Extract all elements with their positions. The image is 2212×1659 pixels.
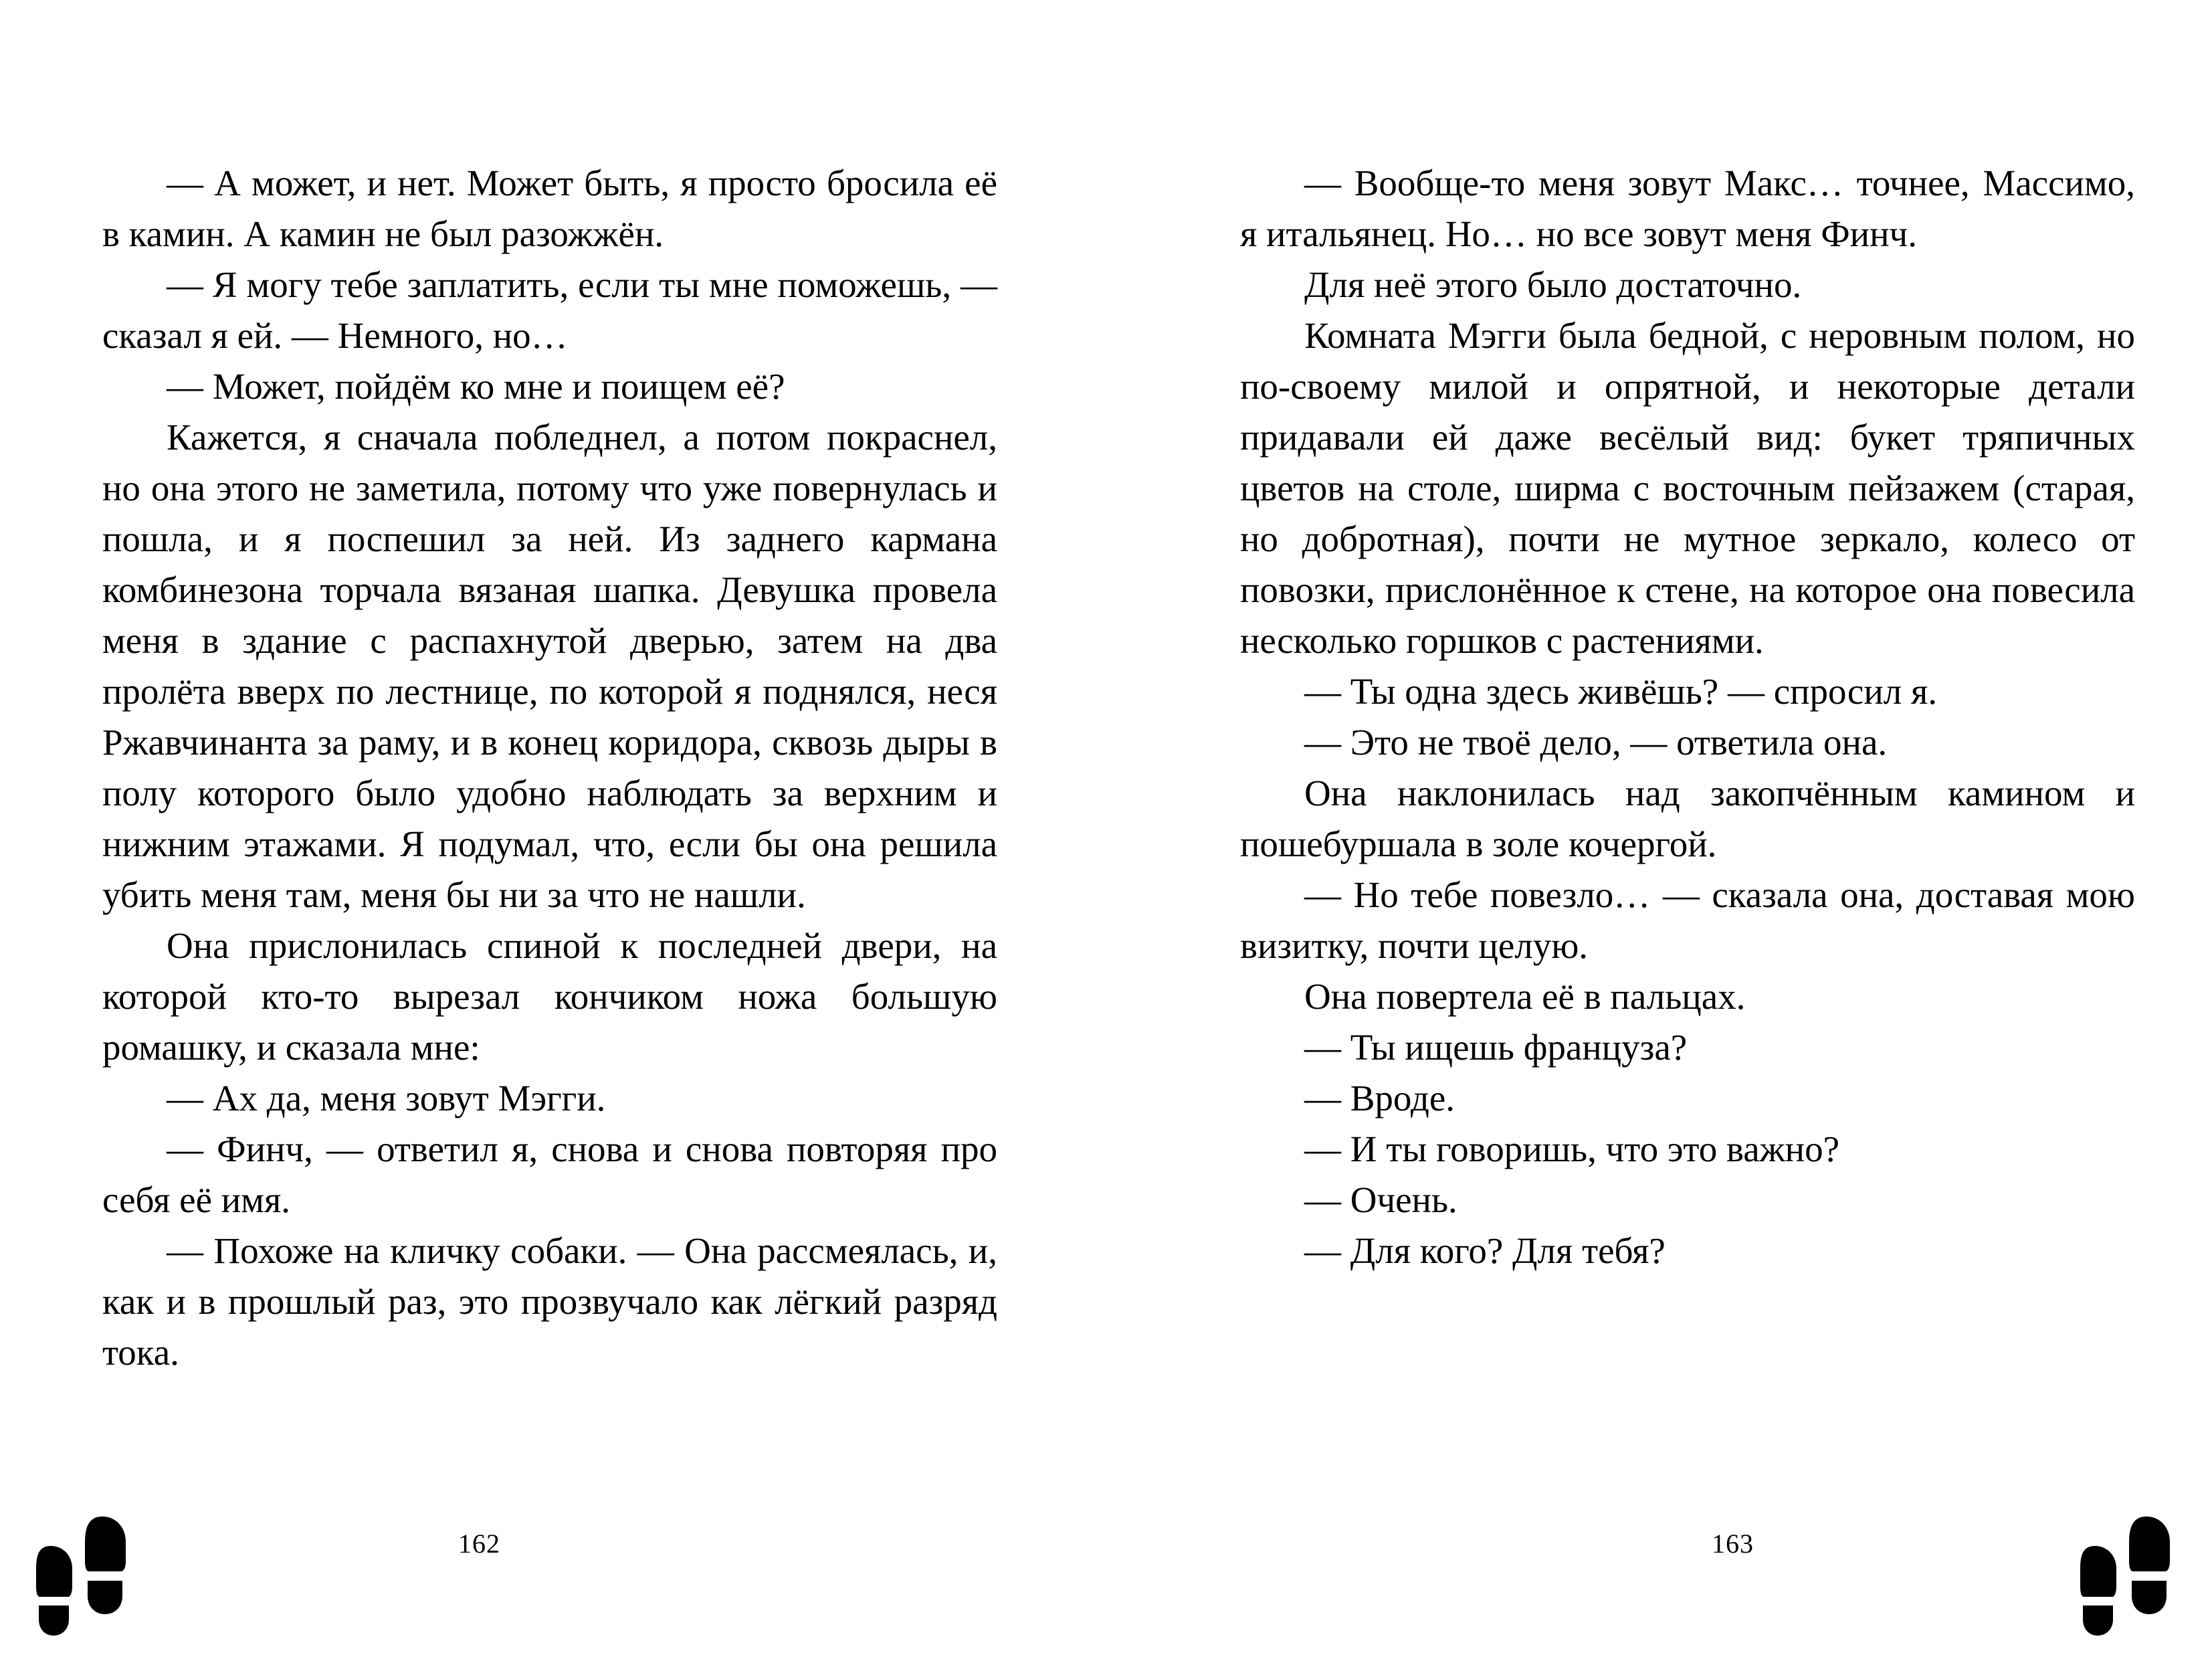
paragraph: — Вообще-то меня зовут Макс… точнее, Массимо, я итальянец. Но… но все зовут меня Финч. bbox=[1240, 163, 2135, 254]
paragraph: — Очень. bbox=[1304, 1179, 1457, 1220]
paragraph: — Похоже на кличку собаки. — Она рассмеялась, и, как и в прошлый раз, это прозвучало как лёгкий разряд тока. bbox=[102, 1230, 997, 1373]
paragraph: Кажется, я сначала побледнел, а потом покраснел, но она этого не заметила, потому что уже повернулась и пошла, и я поспешил за ней. Из заднего кармана комбинезона торчала вязаная шапка. Девушка провела меня в здание с распахнутой дверью, затем на два пролёта вверх по лестнице, по которой я поднялся, неся Ржавчинанта за раму, и в конец коридора, сквозь дыры в полу которого было удобно наблюдать за верхним и нижним этажами. Я подумал, что, если бы она решила убить меня там, меня бы ни за что не нашли. bbox=[102, 417, 997, 915]
paragraph: — Финч, — ответил я, снова и снова повторяя про себя её имя. bbox=[102, 1129, 997, 1220]
paragraph: — Ты ищешь француза? bbox=[1304, 1027, 1688, 1068]
paragraph: — А может, и нет. Может быть, я просто бросила её в камин. А камин не был разожжён. bbox=[102, 163, 997, 254]
right-book-page bbox=[1106, 0, 2212, 1659]
paragraph: Она повертела её в пальцах. bbox=[1304, 976, 1746, 1017]
paragraph: Комната Мэгги была бедной, с неровным полом, но по-своему милой и опрятной, и некоторые детали придавали ей даже весёлый вид: букет тряпичных цветов на столе, ширма с восточным пейзажем (старая, но добротная), почти не мутное зеркало, колесо от повозки, прислонённое к стене, на которое она повесила несколько горшков с растениями. bbox=[1240, 315, 2135, 661]
paragraph: — Это не твоё дело, — ответила она. bbox=[1304, 722, 1888, 763]
paragraph: Для неё этого было достаточно. bbox=[1304, 264, 1802, 305]
right-page-textblock bbox=[1240, 158, 2135, 1276]
page-number-right: 163 bbox=[1712, 1529, 1754, 1559]
paragraph: — Ах да, меня зовут Мэгги. bbox=[167, 1078, 606, 1118]
paragraph: — Но тебе повезло… — сказала она, доставая мою визитку, почти целую. bbox=[1240, 874, 2135, 966]
paragraph: Она наклонилась над закопчённым камином и пошебуршала в золе кочергой. bbox=[1240, 773, 2135, 864]
paragraph: — Вроде. bbox=[1304, 1078, 1455, 1118]
paragraph: — И ты говоришь, что это важно? bbox=[1304, 1129, 1839, 1169]
shoe-footprints-icon bbox=[2056, 1504, 2200, 1644]
paragraph: — Для кого? Для тебя? bbox=[1304, 1230, 1666, 1271]
paragraph: — Я могу тебе заплатить, если ты мне поможешь, — сказал я ей. — Немного, но… bbox=[102, 264, 997, 356]
left-page-textblock bbox=[102, 158, 997, 1378]
shoe-footprints-icon bbox=[12, 1504, 156, 1644]
page-number-left: 162 bbox=[458, 1529, 500, 1559]
paragraph: Она прислонилась спиной к последней двери, на которой кто-то вырезал кончиком ножа большую ромашку, и сказала мне: bbox=[102, 925, 997, 1068]
paragraph: — Может, пойдём ко мне и поищем её? bbox=[167, 366, 785, 407]
paragraph: — Ты одна здесь живёшь? — спросил я. bbox=[1304, 671, 1938, 712]
